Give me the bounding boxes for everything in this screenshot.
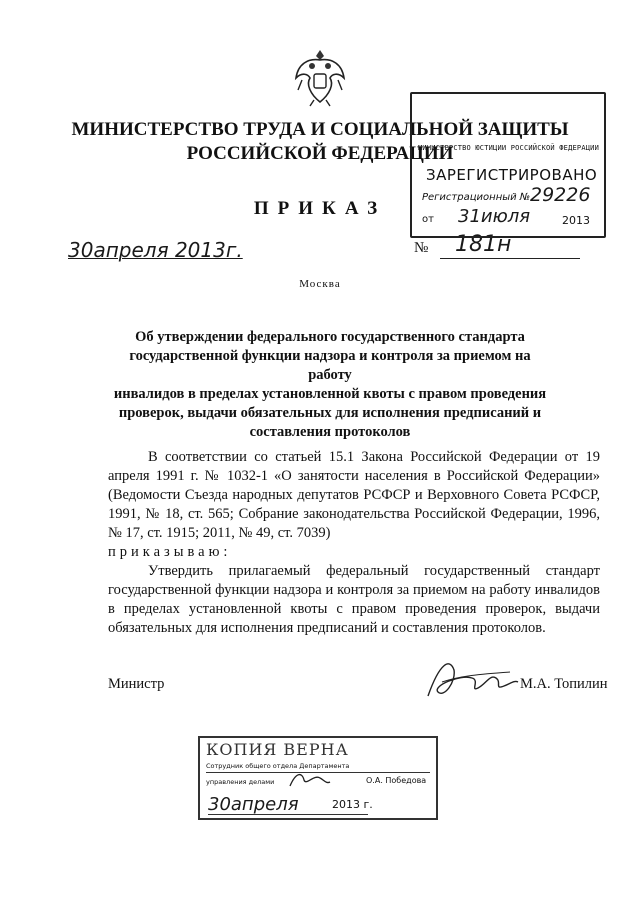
order-word: приказываю: — [108, 544, 232, 560]
copy-stamp-title: КОПИЯ ВЕРНА — [206, 740, 349, 759]
copy-stamp-position: Сотрудник общего отдела Департамента — [206, 762, 350, 770]
copy-signature-icon — [286, 768, 332, 790]
registration-year: 2013 — [562, 214, 590, 227]
order-title: ПРИКАЗ — [253, 198, 387, 219]
signatory-role: Министр — [108, 676, 165, 692]
registration-stamp-title: ЗАРЕГИСТРИРОВАНО — [426, 166, 598, 184]
registration-stamp-ministry: МИНИСТЕРСТВО ЮСТИЦИИ РОССИЙСКОЙ ФЕДЕРАЦИИ — [418, 144, 599, 152]
number-underline — [440, 258, 580, 259]
copy-stamp-name: О.А. Победова — [366, 776, 427, 785]
signatory-name: М.А. Топилин — [520, 676, 608, 692]
signature-icon — [420, 652, 520, 710]
number-sign: № — [414, 240, 429, 256]
registration-stamp — [410, 92, 606, 238]
decision-paragraph: Утвердить прилагаемый федеральный государственный стандарт государственной функции надзора и контроля за приемом на работу инвалидов в пределах установленной квоты с правом проведения проверок, выдачи обязательных для исполнения предписаний и составления протоколов. — [108, 563, 600, 636]
registration-date: 31июля — [458, 206, 531, 227]
registration-number: 29226 — [530, 184, 591, 206]
order-number: 181н — [455, 232, 512, 257]
subject-line-2: государственной функции надзора и контроля за приемом на работу — [129, 348, 531, 383]
copy-stamp-date-line — [208, 814, 368, 815]
ministry-line-1: МИНИСТЕРСТВО ТРУДА И СОЦИАЛЬНОЙ ЗАЩИТЫ — [71, 119, 569, 140]
registration-from-label: от — [422, 214, 434, 225]
registration-number-label: Регистрационный № — [422, 192, 531, 203]
city: Москва — [299, 278, 341, 290]
order-date: 30апреля 2013г. — [68, 238, 243, 262]
state-emblem-icon — [290, 44, 350, 110]
subject-line-3: инвалидов в пределах установленной квоты с правом проведения — [113, 386, 547, 402]
order-body — [108, 448, 600, 638]
preamble-paragraph: В соответствии со статьей 15.1 Закона Российской Федерации от 19 апреля 1991 г. № 1032-1 «О занятости населения в Российской Федерации» (Ведомости Съезда народных депутатов РСФСР и Верховного Совета РСФСР, 1991, № 18, ст. 565; Собрание законодательства Российской Федерации, 1996, № 17, ст. 1915; 2011, № 49, ст. 7039) — [108, 449, 600, 541]
copy-certification-stamp — [198, 736, 438, 820]
copy-stamp-date: 30апреля — [208, 794, 299, 815]
subject-line-1: Об утверждении федерального государственного стандарта — [135, 329, 525, 345]
copy-stamp-year: 2013 г. — [332, 798, 373, 811]
copy-stamp-department: управления делами — [206, 778, 275, 786]
order-subject — [110, 328, 550, 442]
subject-line-5: составления протоколов — [249, 424, 411, 440]
ministry-line-2: РОССИЙСКОЙ ФЕДЕРАЦИИ — [186, 143, 454, 164]
subject-line-4: проверок, выдачи обязательных для исполнения предписаний и — [118, 405, 542, 421]
